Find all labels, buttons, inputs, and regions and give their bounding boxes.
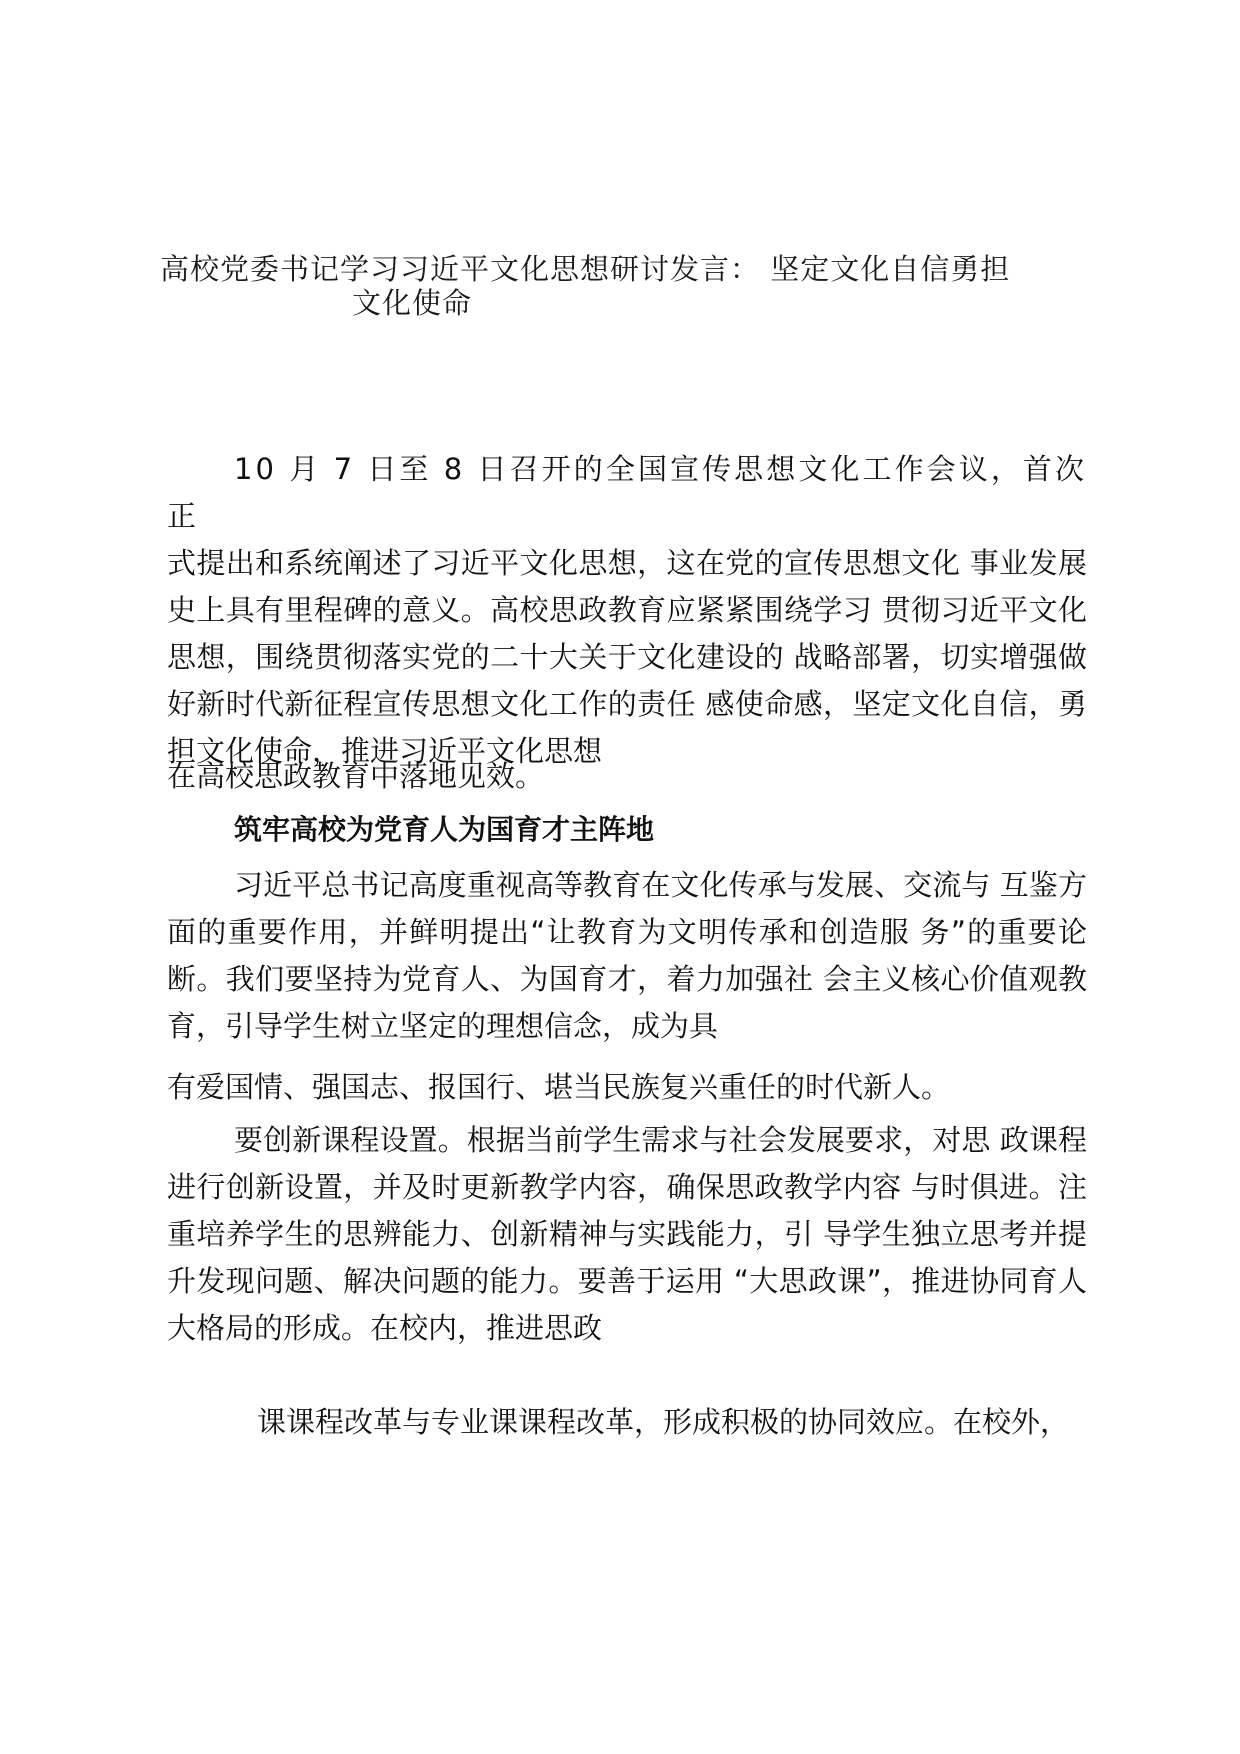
paragraph-3-continuation: 课课程改革与专业课课程改革，形成积极的协同效应。在校外，	[257, 1405, 1070, 1439]
title-line-1: 高校党委书记学习习近平文化思想研讨发言： 坚定文化自信勇担	[160, 252, 1011, 286]
paragraph-3: 要创新课程设置。根据当前学生需求与社会发展要求，对思 政课程进行创新设置，并及时更新教学内容，确保思政教学内容 与时俱进。注重培养学生的思辨能力、创新精神与实践能力，引 导学生独立思考并提升发现问题、解决问题的能力。要善于运用 “大思政课”，推进协同育人大格局的形成。在校内，推进思政	[167, 1123, 1087, 1345]
paragraph-1	[167, 446, 1087, 775]
paragraph-2: 习近平总书记高度重视高等教育在文化传承与发展、交流与 互鉴方面的重要作用，并鲜明提出“让教育为文明传承和创造服 务”的重要论断。我们要坚持为党育人、为国育才，着力加强社 会主义核心价值观教育，引导学生树立坚定的理想信念，成为具	[167, 868, 1087, 1043]
paragraph-1-first-line: 10 月 7 日至 8 日召开的全国宣传思想文化工作会议，首次 正	[167, 452, 1087, 533]
paragraph-1-continuation: 在高校思政教育中落地见效。	[167, 759, 545, 793]
paragraph-1-body: 式提出和系统阐述了习近平文化思想，这在党的宣传思想文化 事业发展史上具有里程碑的意义。高校思政教育应紧紧围绕学习 贯彻习近平文化思想，围绕贯彻落实党的二十大关于文化建设的 战略部署，切实增强做好新时代新征程宣传思想文化工作的责任 感使命感，坚定文化自信，勇担文化使命，推进习近平文化思想	[167, 546, 1087, 768]
title-line-2: 文化使命	[352, 286, 473, 320]
section-heading: 筑牢高校为党育人为国育才主阵地	[234, 813, 655, 846]
paragraph-2-continuation: 有爱国情、强国志、报国行、堪当民族复兴重任的时代新人。	[167, 1070, 951, 1104]
document-title	[160, 252, 1090, 320]
